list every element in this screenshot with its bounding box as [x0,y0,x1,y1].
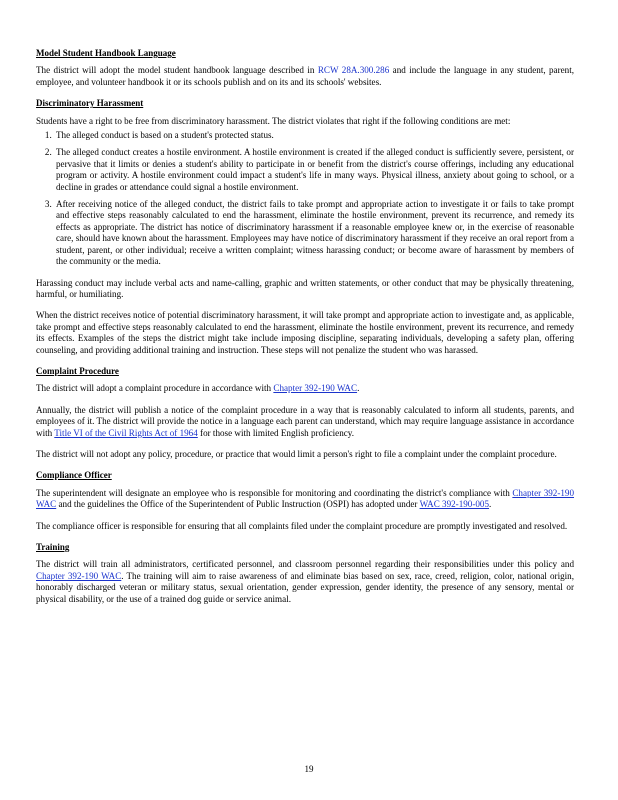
list-item: 1. The alleged conduct is based on a student's protected status. [54,130,574,141]
page-number: 19 [304,764,314,774]
compliance-paragraph-2: The compliance officer is responsible for ensuring that all complaints filed under the complaint procedure are promptly investigated and resolved. [36,520,568,531]
list-item: 2. The alleged conduct creates a hostile environment. A hostile environment is created if the alleged conduct is sufficiently severe, persistent, or pervasive that it limits or denies a student's ability to participate in or benefit from the district's course offerings, including any educational program or activity. A hostile environment could impact a student's life in many ways. Physical illness, anxiety about going to school, or a decline in grades or attendance could signal a hostile environment. [54,147,574,193]
title-vi-link[interactable]: Title VI of the Civil Rights Act of 1964 [54,427,198,438]
document-page [36,48,574,615]
training-text-b: . The training will aim to raise awareness of and eliminate bias based on sex, race, creed, religion, color, national origin, honorably discharged veteran or military status, sexual orientation, gender expression, gender identity, the presence of any sensory, mental or physical disability, or the use of a trained dog guide or service animal. [36,570,574,604]
section-heading-compliance: Compliance Officer [36,470,112,481]
handbook-text-a: The district will adopt the model student handbook language described in [36,65,318,76]
complaint-text-d: for those with limited English proficiency. [197,427,355,438]
section-heading-training: Training [36,542,70,552]
training-paragraph [36,559,574,605]
complaint-text-b: . [357,383,360,394]
notice-response-paragraph: When the district receives notice of potential discriminatory harassment, it will take prompt and appropriate action to investigate and, as applicable, take prompt and effective steps reasonably calculated to end the harassment, eliminate the hostile environment, prevent its recurrence, and remedy its effects. Examples of the steps the district might take include imposing discipline, separating individuals, developing a safety plan, offering counseling, and providing additional training and instruction. These steps will not penalize the student who was harassed. [36,310,574,355]
complaint-paragraph-1 [36,383,574,394]
complaint-text-c: Annually, the district will publish a notice of the complaint procedure in a way that is reasonably calculated to inform all students, parents, and employees of it. The district will provide the notice in a language each parent can understand, which may require language assistance in accordance with [36,404,574,438]
compliance-paragraph-1 [36,488,574,511]
compliance-text-a: The superintendent will designate an employee who is responsible for monitoring and coordinating the district's compliance with [36,487,513,498]
section-heading-harassment: Discriminatory Harassment [36,98,144,109]
section-heading-handbook: Model Student Handbook Language [36,48,176,58]
handbook-text-b: and include the language in any student, parent, employee, and volunteer handbook it or its schools publish and on its and its schools' websites. [36,65,575,87]
wac-chapter-link[interactable]: Chapter 392-190 WAC [36,570,122,581]
complaint-text-a: The district will adopt a complaint procedure in accordance with [36,383,274,394]
section-heading-complaint: Complaint Procedure [36,365,119,376]
training-text-a: The district will train all administrators, certificated personnel, and classroom personnel regarding their responsibilities under this policy and [36,559,574,570]
complaint-paragraph-2 [36,405,574,439]
wac-section-link[interactable]: WAC 392-190-005 [419,499,490,510]
handbook-paragraph [36,65,574,88]
list-item: 3. After receiving notice of the alleged conduct, the district fails to take prompt and appropriate action to investigate it or fails to take prompt and effective steps reasonably calculated to end the harassment, eliminate the hostile environment, prevent its recurrence, and remedy its effects as appropriate. The district has notice of discriminatory harassment if a reasonable employee knew or, in the exercise of reasonable care, should have known about the harassment. Employees may have notice of discriminatory harassment if they receive an oral report from a student, parent, or other individual; receive a written complaint; witness harassing conduct; or become aware of harassment by members of the community or the media. [54,199,574,267]
compliance-text-c: . [489,499,492,510]
complaint-paragraph-3: The district will not adopt any policy, procedure, or practice that would limit a person's right to file a complaint under the complaint procedure. [36,448,557,459]
compliance-text-b: and the guidelines the Office of the Superintendent of Public Instruction (OSPI) has adopted under [56,499,420,510]
harassing-conduct-paragraph: Harassing conduct may include verbal acts and name-calling, graphic and written statements, or other conduct that may be physically threatening, harmful, or humiliating. [36,277,574,299]
harassment-conditions-list [36,130,574,267]
rcw-link[interactable]: RCW 28A.300.286 [317,65,390,76]
wac-chapter-link[interactable]: Chapter 392-190 WAC [36,487,575,510]
harassment-intro: Students have a right to be free from discriminatory harassment. The district violates that right if the following conditions are met: [36,115,511,126]
wac-chapter-link[interactable]: Chapter 392-190 WAC [273,383,358,394]
